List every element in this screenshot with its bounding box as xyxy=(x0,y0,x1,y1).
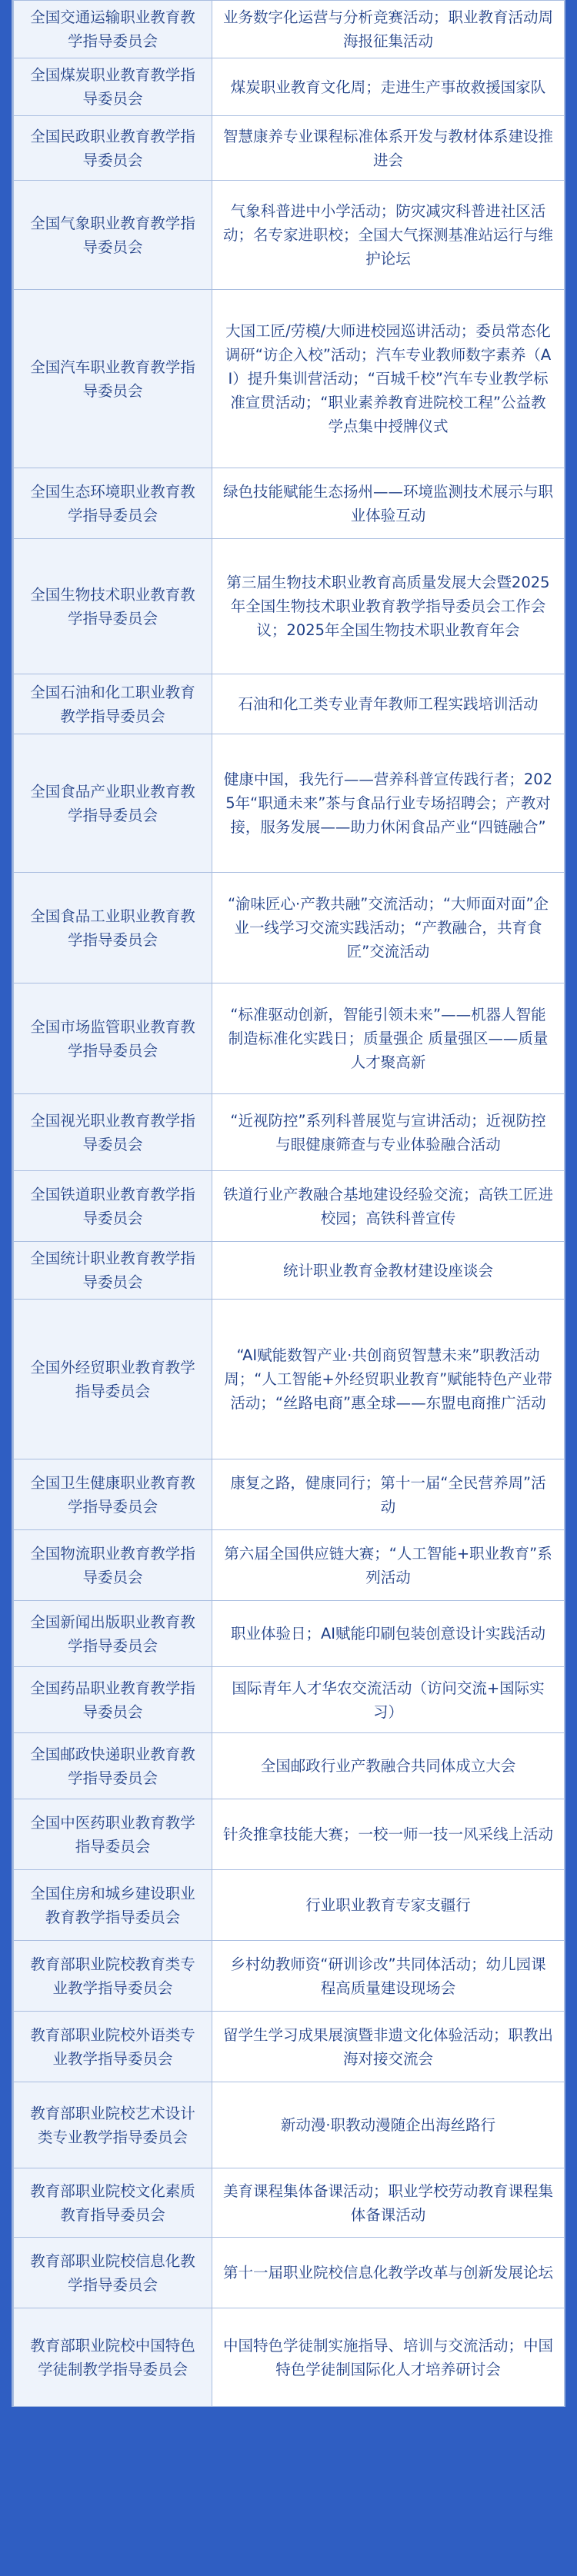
table-row xyxy=(14,1941,565,2012)
committee-name-cell: 全国石油和化工职业教育教学指导委员会 xyxy=(14,674,212,734)
table-row xyxy=(14,2168,565,2238)
activity-cell: 智慧康养专业课程标准体系开发与教材体系建设推进会 xyxy=(212,116,565,181)
activity-cell: 统计职业教育金教材建设座谈会 xyxy=(212,1242,565,1300)
table-row xyxy=(14,181,565,290)
table-row xyxy=(14,1870,565,1941)
table-row xyxy=(14,1733,565,1799)
committee-name-cell: 全国生态环境职业教育教学指导委员会 xyxy=(14,468,212,539)
activity-cell: 煤炭职业教育文化周；走进生产事故救援国家队 xyxy=(212,58,565,116)
committee-name-cell: 全国煤炭职业教育教学指导委员会 xyxy=(14,58,212,116)
committee-name-cell: 全国住房和城乡建设职业教育教学指导委员会 xyxy=(14,1870,212,1941)
committee-name-cell: 教育部职业院校中国特色学徒制教学指导委员会 xyxy=(14,2308,212,2407)
activity-cell: 气象科普进中小学活动；防灾减灾科普进社区活动；名专家进职校；全国大气探测基准站运行与维护论坛 xyxy=(212,181,565,290)
committee-name-cell: 全国汽车职业教育教学指导委员会 xyxy=(14,290,212,468)
table-row xyxy=(14,674,565,734)
committee-name-cell: 全国中医药职业教育教学指导委员会 xyxy=(14,1799,212,1870)
table-row xyxy=(14,1242,565,1300)
activity-cell: 业务数字化运营与分析竞赛活动；职业教育活动周海报征集活动 xyxy=(212,1,565,58)
committee-name-cell: 全国视光职业教育教学指导委员会 xyxy=(14,1094,212,1171)
committee-name-cell: 全国邮政快递职业教育教学指导委员会 xyxy=(14,1733,212,1799)
table-row xyxy=(14,873,565,983)
committee-name-cell: 全国市场监管职业教育教学指导委员会 xyxy=(14,983,212,1094)
activity-cell: 乡村幼教师资“研训诊改”共同体活动；幼儿园课程高质量建设现场会 xyxy=(212,1941,565,2012)
activity-cell: “近视防控”系列科普展览与宣讲活动；近视防控与眼健康筛查与专业体验融合活动 xyxy=(212,1094,565,1171)
table-row xyxy=(14,2308,565,2407)
committee-name-cell: 全国食品产业职业教育教学指导委员会 xyxy=(14,734,212,873)
table-row xyxy=(14,983,565,1094)
activity-cell: 绿色技能赋能生态扬州——环境监测技术展示与职业体验互动 xyxy=(212,468,565,539)
footer-band xyxy=(12,2407,577,2431)
table-row xyxy=(14,1094,565,1171)
committee-name-cell: 全国统计职业教育教学指导委员会 xyxy=(14,1242,212,1300)
table-row xyxy=(14,539,565,674)
committee-name-cell: 教育部职业院校文化素质教育指导委员会 xyxy=(14,2168,212,2238)
activity-cell: 第三届生物技术职业教育高质量发展大会暨2025年全国生物技术职业教育教学指导委员会工作会议；2025年全国生物技术职业教育年会 xyxy=(212,539,565,674)
activity-cell: 健康中国，我先行——营养科普宣传践行者；2025年“职通未来”茶与食品行业专场招聘会；产教对接，服务发展——助力休闲食品产业“四链融合” xyxy=(212,734,565,873)
table-row xyxy=(14,1300,565,1459)
table-row xyxy=(14,290,565,468)
activity-cell: 针灸推拿技能大赛；一校一师一技一风采线上活动 xyxy=(212,1799,565,1870)
table-row xyxy=(14,1530,565,1601)
table-row xyxy=(14,58,565,116)
table-row xyxy=(14,116,565,181)
activity-cell: 职业体验日；AI赋能印刷包装创意设计实践活动 xyxy=(212,1601,565,1667)
table-row xyxy=(14,1667,565,1733)
activity-cell: 留学生学习成果展演暨非遗文化体验活动；职教出海对接交流会 xyxy=(212,2012,565,2082)
committee-name-cell: 全国药品职业教育教学指导委员会 xyxy=(14,1667,212,1733)
committee-name-cell: 教育部职业院校艺术设计类专业教学指导委员会 xyxy=(14,2082,212,2168)
activity-cell: 石油和化工类专业青年教师工程实践培训活动 xyxy=(212,674,565,734)
activity-cell: 全国邮政行业产教融合共同体成立大会 xyxy=(212,1733,565,1799)
committee-name-cell: 全国物流职业教育教学指导委员会 xyxy=(14,1530,212,1601)
activity-cell: 铁道行业产教融合基地建设经验交流；高铁工匠进校园；高铁科普宣传 xyxy=(212,1171,565,1242)
activity-table-body xyxy=(14,1,565,2407)
activity-cell: 大国工匠/劳模/大师进校园巡讲活动；委员常态化调研“访企入校”活动；汽车专业教师数字素养（AI）提升集训营活动；“百城千校”汽车专业教学标准宣贯活动；“职业素养教育进院校工程”公益教学点集中授牌仪式 xyxy=(212,290,565,468)
table-row xyxy=(14,2238,565,2308)
table-row xyxy=(14,1171,565,1242)
committee-name-cell: 全国生物技术职业教育教学指导委员会 xyxy=(14,539,212,674)
committee-name-cell: 全国铁道职业教育教学指导委员会 xyxy=(14,1171,212,1242)
committee-name-cell: 全国外经贸职业教育教学指导委员会 xyxy=(14,1300,212,1459)
table-row xyxy=(14,734,565,873)
committee-name-cell: 全国气象职业教育教学指导委员会 xyxy=(14,181,212,290)
activity-cell: 行业职业教育专家支疆行 xyxy=(212,1870,565,1941)
committee-name-cell: 教育部职业院校教育类专业教学指导委员会 xyxy=(14,1941,212,2012)
table-row xyxy=(14,1799,565,1870)
committee-name-cell: 教育部职业院校信息化教学指导委员会 xyxy=(14,2238,212,2308)
activity-table xyxy=(13,0,565,2407)
table-row xyxy=(14,2012,565,2082)
activity-cell: 第六届全国供应链大赛；“人工智能+职业教育”系列活动 xyxy=(212,1530,565,1601)
committee-name-cell: 教育部职业院校外语类专业教学指导委员会 xyxy=(14,2012,212,2082)
activity-cell: “标准驱动创新，智能引领未来”——机器人智能制造标准化实践日；质量强企 质量强区——质量人才聚高新 xyxy=(212,983,565,1094)
activity-cell: 第十一届职业院校信息化教学改革与创新发展论坛 xyxy=(212,2238,565,2308)
activity-table-card xyxy=(12,0,565,2407)
committee-name-cell: 全国交通运输职业教育教学指导委员会 xyxy=(14,1,212,58)
table-row xyxy=(14,1459,565,1530)
table-row xyxy=(14,1601,565,1667)
committee-name-cell: 全国食品工业职业教育教学指导委员会 xyxy=(14,873,212,983)
activity-cell: “AI赋能数智产业·共创商贸智慧未来”职教活动周；“人工智能+外经贸职业教育”赋能特色产业带活动；“丝路电商”惠全球——东盟电商推广活动 xyxy=(212,1300,565,1459)
table-row xyxy=(14,468,565,539)
activity-cell: 康复之路，健康同行；第十一届“全民营养周”活动 xyxy=(212,1459,565,1530)
table-row xyxy=(14,1,565,58)
activity-cell: “渝味匠心·产教共融”交流活动；“大师面对面”企业一线学习交流实践活动；“产教融合，共育食匠”交流活动 xyxy=(212,873,565,983)
activity-cell: 美育课程集体备课活动；职业学校劳动教育课程集体备课活动 xyxy=(212,2168,565,2238)
committee-name-cell: 全国新闻出版职业教育教学指导委员会 xyxy=(14,1601,212,1667)
activity-cell: 新动漫·职教动漫随企出海丝路行 xyxy=(212,2082,565,2168)
table-row xyxy=(14,2082,565,2168)
committee-name-cell: 全国民政职业教育教学指导委员会 xyxy=(14,116,212,181)
activity-cell: 中国特色学徒制实施指导、培训与交流活动；中国特色学徒制国际化人才培养研讨会 xyxy=(212,2308,565,2407)
activity-cell: 国际青年人才华农交流活动（访问交流+国际实习） xyxy=(212,1667,565,1733)
committee-name-cell: 全国卫生健康职业教育教学指导委员会 xyxy=(14,1459,212,1530)
